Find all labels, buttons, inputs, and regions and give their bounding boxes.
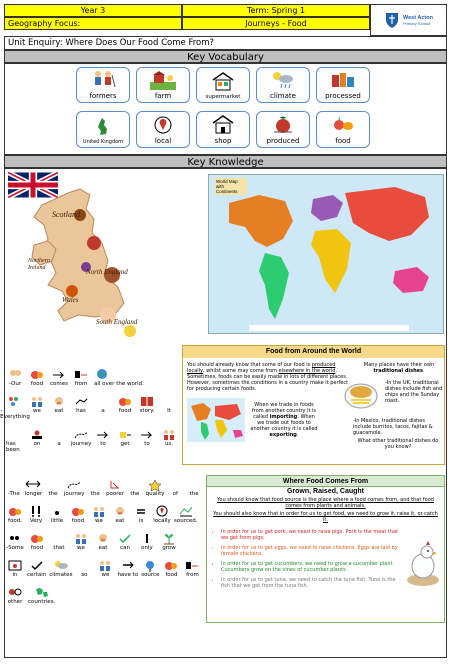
poorer-symbol-icon <box>107 478 123 491</box>
farm-icon <box>150 70 176 90</box>
symbol-sentence-8: other countries. <box>6 586 202 605</box>
supermarket-icon <box>210 72 236 92</box>
importing-text: When we trade in foods from another country it is called importing. When we trade out foods to another country it is called exporting. <box>250 402 318 438</box>
other-symbol-icon <box>7 586 23 599</box>
locally-symbol-icon <box>154 505 170 518</box>
knowledge-header: Key Knowledge <box>4 155 447 168</box>
on-symbol-icon <box>29 428 45 441</box>
tuna-bullet: • In order for us to get tuna, we need to catch the tuna fish. Tuna is the fish that we get from the tuna fish. <box>221 577 399 589</box>
other-dishes-question: What other traditional dishes do you know? <box>357 438 439 450</box>
vocab-card-produced: produced <box>256 111 310 148</box>
uk-label-northern-ireland: Northern Ireland <box>28 258 51 271</box>
eat-symbol-icon <box>51 395 67 408</box>
vocab-card-formers: formers <box>76 67 130 103</box>
eat-symbol-icon <box>95 532 111 545</box>
around-world-intro: You should already know that some of our food is produced locally, whilst some may come from elsewhere in the world. Sometimes, foods can be easily made in lots of different places. However, sometimes the conditions in a country make it perfect for producing certain foods. <box>187 362 349 392</box>
longer-symbol-icon <box>25 478 41 491</box>
focus-label: Geography Focus: <box>4 17 182 30</box>
can-symbol-icon <box>117 532 133 545</box>
cucumber-bullet: • In order for us to get cucumbers, we need to grow a cucumber plant. Cucumbers grow on the vines of cucumber plants. <box>221 561 399 573</box>
world-map <box>208 174 444 334</box>
our-symbol-icon <box>7 368 23 381</box>
grow-symbol-icon <box>161 532 177 545</box>
shop-icon <box>210 115 236 135</box>
in-symbol-icon <box>7 559 23 572</box>
world-symbol-icon <box>94 368 110 381</box>
fish-and-chips-icon <box>343 376 383 412</box>
climate-icon <box>270 70 296 90</box>
world-map-image <box>209 175 445 335</box>
uk-label-wales: Wales <box>62 296 79 304</box>
pork-bullet: • In order for us to get pork, we need to raise pigs. Pork is the meat that we get from pigs. <box>221 529 399 541</box>
symbol-sentence-6: -Some food that we eat can only grow <box>6 532 202 551</box>
symbol-block-1 <box>0 360 178 482</box>
school-name: West Acton <box>403 14 433 21</box>
some-symbol-icon <box>7 532 23 545</box>
we-symbol-icon <box>91 505 107 518</box>
uk-label-north-england: North England <box>86 268 128 276</box>
get-symbol-icon <box>117 428 133 441</box>
world-map-title: World Map with Continents <box>215 178 247 195</box>
symbol-sentence-3: has been on a journey to get to us. <box>6 428 178 453</box>
we-symbol-icon <box>29 395 45 408</box>
journey-symbol-icon <box>73 428 89 441</box>
uk-label-south-england: South England <box>96 318 138 326</box>
vocab-card-supermarket: supermarket <box>196 67 250 103</box>
unit-enquiry: Unit Enquiry: Where Does Our Food Come From? <box>4 36 447 50</box>
food-source-title: Where Food Comes From <box>207 476 444 487</box>
continents-map-icon <box>187 398 245 442</box>
comes-symbol-icon <box>51 368 67 381</box>
farmers-icon <box>90 70 116 90</box>
symbol-sentence-5: food. Very little food we eat is locally sourced. <box>6 505 202 524</box>
school-crest-icon <box>384 11 400 29</box>
have-to-symbol-icon <box>120 559 136 572</box>
from-symbol-icon <box>73 368 89 381</box>
processed-food-icon <box>330 70 356 90</box>
food-symbol-icon <box>29 368 45 381</box>
symbol-block-2 <box>6 478 202 654</box>
vocab-card-food: food <box>316 111 370 148</box>
food-source-subtitle: Grown, Raised, Caught <box>286 488 364 495</box>
quality-symbol-icon <box>147 478 163 491</box>
food-source-intro-2: You should also know that in order for us to get food, we need to grow it, raise it, or catch it. <box>213 511 438 523</box>
climates-symbol-icon <box>53 559 69 572</box>
little-symbol-icon <box>49 505 65 518</box>
vocab-card-farm: farm <box>136 67 190 103</box>
chicken-icon <box>405 536 441 588</box>
food-symbol-icon <box>7 505 23 518</box>
school-logo <box>370 4 447 36</box>
uk-label-scotland: Scotland <box>52 210 80 219</box>
vocab-card-processed: processed <box>316 67 370 103</box>
vocab-card-united-kingdom: United Kingdom <box>76 111 130 148</box>
to-symbol-icon <box>139 428 155 441</box>
source-symbol-icon <box>142 559 158 572</box>
symbol-sentence-7: in certain climates so we have to source food from <box>6 559 202 578</box>
school-sub: Primary School <box>403 20 431 26</box>
traditional-dishes-heading: Many places have their own traditional dishes. <box>363 362 435 374</box>
year-label: Year 3 <box>4 4 182 17</box>
story-symbol-icon <box>139 395 155 408</box>
uk-map-icon <box>90 117 116 137</box>
vocab-card-shop: shop <box>196 111 250 148</box>
food-source-panel <box>206 475 445 623</box>
sourced-symbol-icon <box>178 505 194 518</box>
symbol-sentence-4: -The longer the journey the poorer the quality of the <box>6 478 202 497</box>
to-symbol-icon <box>95 428 111 441</box>
us-symbol-icon <box>161 428 177 441</box>
around-world-title: Food from Around the World <box>183 346 444 358</box>
eat-symbol-icon <box>112 505 128 518</box>
vocab-card-local: local <box>136 111 190 148</box>
topic-label: Journeys - Food <box>182 17 370 30</box>
everything-symbol-icon <box>7 395 23 408</box>
has-symbol-icon <box>73 395 89 408</box>
local-pin-icon <box>150 115 176 135</box>
is-symbol-icon <box>133 505 149 518</box>
food-symbol-icon <box>163 559 179 572</box>
journey-symbol-icon <box>66 478 82 491</box>
produced-icon <box>270 115 296 135</box>
term-label: Term: Spring 1 <box>182 4 370 17</box>
around-world-panel <box>182 345 445 465</box>
food-symbol-icon <box>29 532 45 545</box>
only-symbol-icon <box>139 532 155 545</box>
food-source-intro-1: You should know that food source is the place where a food comes from, and that food comes from plants and animals. <box>217 497 434 509</box>
symbol-sentence-1: -Our food comes from all over the world. <box>6 368 178 387</box>
food-symbol-icon <box>70 505 86 518</box>
uk-dishes-text: -In the UK, traditional dishes include fish and chips and the Sunday roast. <box>385 380 443 404</box>
certain-symbol-icon <box>29 559 45 572</box>
vocab-card-climate: climate <box>256 67 310 103</box>
we-symbol-icon <box>73 532 89 545</box>
from-symbol-icon <box>184 559 200 572</box>
very-symbol-icon <box>28 505 44 518</box>
symbol-sentence-2: -Everything we eat has a food story. It <box>6 395 178 420</box>
eggs-bullet: • In order for us to get eggs, we need to raise chickens. Eggs are laid by female chickens. <box>221 545 399 557</box>
vocab-header: Key Vocabulary <box>4 50 447 63</box>
countries-symbol-icon <box>34 586 50 599</box>
we-symbol-icon <box>97 559 113 572</box>
food-symbol-icon <box>117 395 133 408</box>
mexico-dishes-text: -In Mexico, traditional dishes include burritos, tacos, fajitas & guacamole. <box>353 418 433 436</box>
food-icon <box>330 115 356 135</box>
